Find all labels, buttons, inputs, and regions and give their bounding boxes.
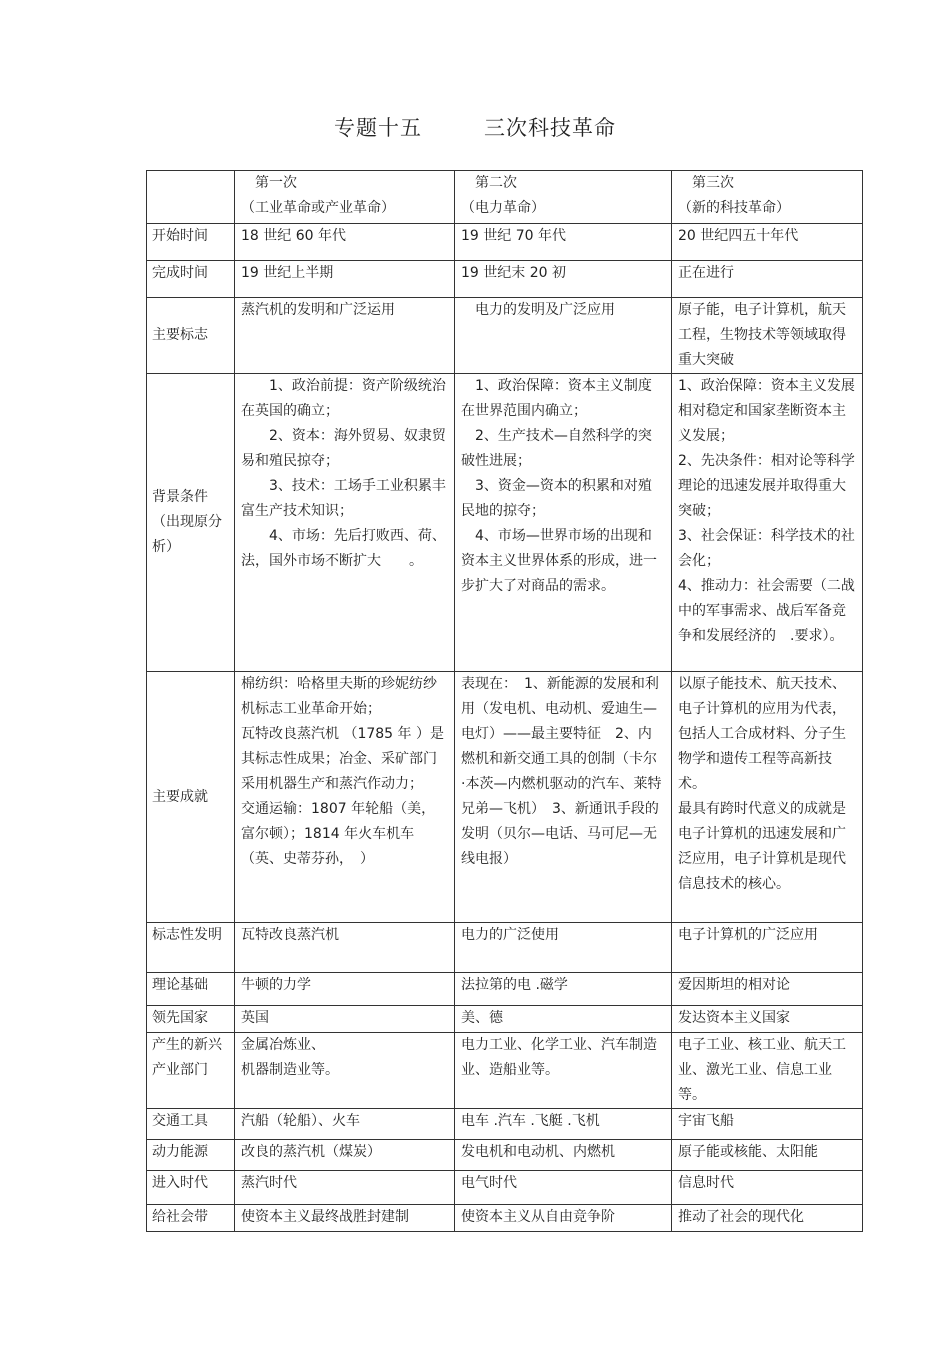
row-label: 背景条件（出现原分析） <box>147 374 235 672</box>
cell: 蒸汽机的发明和广泛运用 <box>235 298 455 374</box>
row-era <box>147 1171 863 1205</box>
row-start-time <box>147 224 863 261</box>
cell: 信息时代 <box>672 1171 863 1205</box>
row-main-marks <box>147 298 863 374</box>
cell: 电力的广泛使用 <box>455 923 672 973</box>
cell: 金属冶炼业、 机器制造业等。 <box>235 1033 455 1109</box>
cell: 发电机和电动机、内燃机 <box>455 1140 672 1171</box>
title-subject: 三次科技革命 <box>484 116 616 140</box>
corner-cell <box>147 171 235 224</box>
row-inventions <box>147 923 863 973</box>
cell: 1、政治前提：资产阶级统治在英国的确立； 2、资本：海外贸易、奴隶贸易和殖民掠夺； 3、技术：工场手工业积累丰富生产技术知识； 4、市场：先后打败西、荷、法，国外市场不断扩大 。 <box>235 374 455 672</box>
row-label: 给社会带 <box>147 1205 235 1232</box>
row-achievements <box>147 672 863 923</box>
row-power <box>147 1140 863 1171</box>
cell: 英国 <box>235 1006 455 1033</box>
cell: 电力的发明及广泛应用 <box>455 298 672 374</box>
cell: 棉纺织：哈格里夫斯的珍妮纺纱机标志工业革命开始； 瓦特改良蒸汽机 （1785 年 ）是其标志性成果；冶金、采矿部门采用机器生产和蒸汽作动力； 交通运输：1807 年轮船（美，富尔顿）；1814 年火车机车（英、史蒂芬孙， ） <box>235 672 455 923</box>
cell: 19 世纪上半期 <box>235 261 455 298</box>
title-topic: 专题十五 <box>334 116 422 140</box>
cell: 1、政治保障：资本主义制度在世界范围内确立； 2、生产技术—自然科学的突破性进展； 3、资金—资本的积累和对殖民地的掠夺； 4、市场—世界市场的出现和资本主义世界体系的形成，进一步扩大了对商品的需求。 <box>455 374 672 672</box>
cell: 汽船（轮船）、火车 <box>235 1109 455 1140</box>
row-transport <box>147 1109 863 1140</box>
cell: 推动了社会的现代化 <box>672 1205 863 1232</box>
cell: 瓦特改良蒸汽机 <box>235 923 455 973</box>
row-label: 交通工具 <box>147 1109 235 1140</box>
cell: 电力工业、化学工业、汽车制造业、造船业等。 <box>455 1033 672 1109</box>
row-industries <box>147 1033 863 1109</box>
row-label: 主要成就 <box>147 672 235 923</box>
cell: 以原子能技术、航天技术、电子计算机的应用为代表，包括人工合成材料、分子生物学和遗传工程等高新技术。 最具有跨时代意义的成就是电子计算机的迅速发展和广泛应用，电子计算机是现代信息技术的核心。 <box>672 672 863 923</box>
row-finish-time <box>147 261 863 298</box>
row-label: 动力能源 <box>147 1140 235 1171</box>
cell: 爱因斯坦的相对论 <box>672 973 863 1006</box>
row-label: 完成时间 <box>147 261 235 298</box>
row-leaders <box>147 1006 863 1033</box>
cell: 使资本主义最终战胜封建制 <box>235 1205 455 1232</box>
row-label: 标志性发明 <box>147 923 235 973</box>
row-theory <box>147 973 863 1006</box>
cell: 改良的蒸汽机（煤炭） <box>235 1140 455 1171</box>
row-background <box>147 374 863 672</box>
cell: 电子计算机的广泛应用 <box>672 923 863 973</box>
cell: 使资本主义从自由竞争阶 <box>455 1205 672 1232</box>
header-second: 第二次 （电力革命） <box>455 171 672 224</box>
row-label: 产生的新兴产业部门 <box>147 1033 235 1109</box>
cell: 发达资本主义国家 <box>672 1006 863 1033</box>
row-label: 开始时间 <box>147 224 235 261</box>
row-label: 理论基础 <box>147 973 235 1006</box>
cell: 20 世纪四五十年代 <box>672 224 863 261</box>
cell: 19 世纪 70 年代 <box>455 224 672 261</box>
cell: 法拉第的电 .磁学 <box>455 973 672 1006</box>
header-row <box>147 171 863 224</box>
row-label: 进入时代 <box>147 1171 235 1205</box>
header-third: 第三次 （新的科技革命） <box>672 171 863 224</box>
row-label: 主要标志 <box>147 298 235 374</box>
revolution-comparison-table <box>146 170 863 1232</box>
cell: 蒸汽时代 <box>235 1171 455 1205</box>
cell: 正在进行 <box>672 261 863 298</box>
row-label: 领先国家 <box>147 1006 235 1033</box>
header-first: 第一次 （工业革命或产业革命） <box>235 171 455 224</box>
cell: 原子能或核能、太阳能 <box>672 1140 863 1171</box>
cell: 18 世纪 60 年代 <box>235 224 455 261</box>
page-title <box>0 112 950 142</box>
cell: 宇宙飞船 <box>672 1109 863 1140</box>
cell: 电气时代 <box>455 1171 672 1205</box>
row-impact <box>147 1205 863 1232</box>
cell: 美、德 <box>455 1006 672 1033</box>
cell: 表现在： 1、新能源的发展和利用（发电机、电动机、爱迪生—电灯）——最主要特征 2、内燃机和新交通工具的创制（卡尔 ·本茨—内燃机驱动的汽车、莱特兄弟—飞机） 3、新通讯手段的发明（贝尔—电话、马可尼—无线电报） <box>455 672 672 923</box>
cell: 19 世纪末 20 初 <box>455 261 672 298</box>
cell: 牛顿的力学 <box>235 973 455 1006</box>
cell: 原子能，电子计算机，航天工程，生物技术等领域取得重大突破 <box>672 298 863 374</box>
cell: 电车 .汽车 .飞艇 .飞机 <box>455 1109 672 1140</box>
cell: 1、政治保障：资本主义发展相对稳定和国家垄断资本主义发展； 2、先决条件：相对论等科学理论的迅速发展并取得重大突破； 3、社会保证：科学技术的社会化； 4、推动力：社会需要（二战中的军事需求、战后军备竞争和发展经济的 .要求）。 <box>672 374 863 672</box>
cell: 电子工业、核工业、航天工业、激光工业、信息工业等。 <box>672 1033 863 1109</box>
